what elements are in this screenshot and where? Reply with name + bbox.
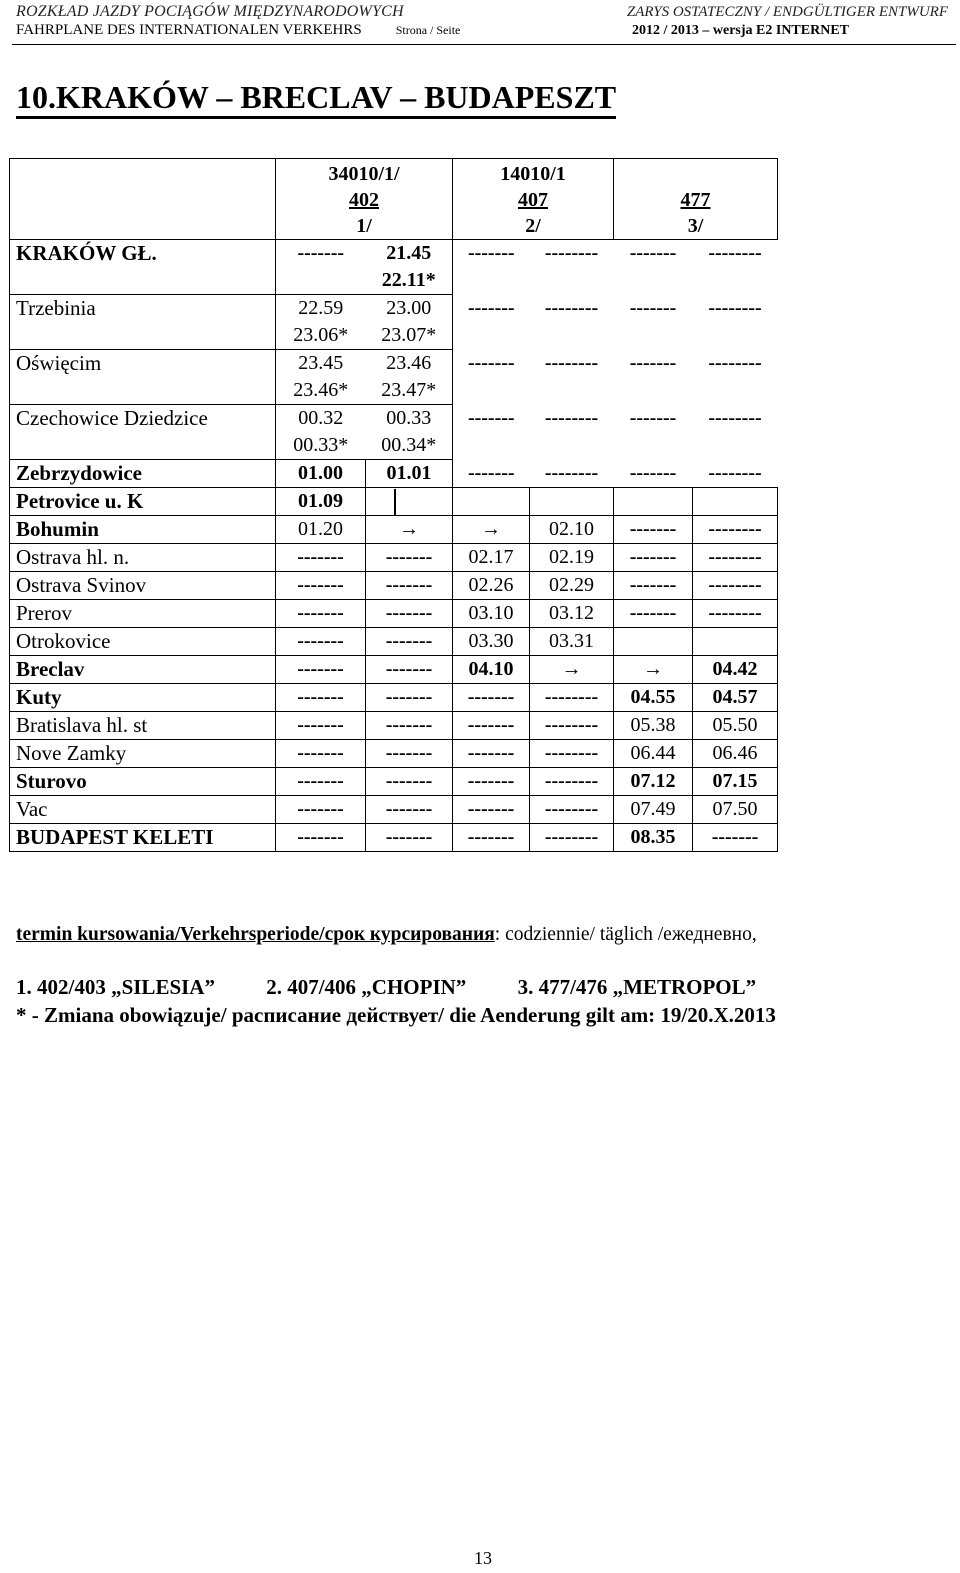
time-value: 03.12 — [549, 602, 594, 625]
time-value: ------- — [385, 630, 433, 653]
time-value: 04.57 — [712, 686, 758, 709]
running-period-label: termin kursowania/Verkehrsperiode/срок курсирования — [16, 924, 495, 945]
time-cell — [614, 628, 693, 656]
time-value: 07.15 — [712, 770, 758, 793]
time-value: ------- — [385, 798, 433, 821]
time-cell — [693, 350, 778, 405]
table-row — [10, 460, 778, 488]
time-value: ------- — [629, 574, 677, 597]
time-cell — [530, 240, 614, 295]
header-title-de — [16, 22, 460, 39]
time-value: -------- — [708, 518, 762, 541]
time-cell — [693, 488, 778, 516]
station-name: Breclav — [10, 656, 276, 684]
time-cell — [614, 684, 693, 712]
through-line-marker — [394, 489, 396, 515]
train-2-note: 2/ — [525, 215, 541, 237]
time-value: ------- — [297, 602, 344, 625]
time-cell — [693, 824, 778, 852]
time-cell — [530, 684, 614, 712]
train-2-number: 14010/1 — [500, 163, 566, 185]
time-cell — [276, 544, 366, 572]
time-cell — [366, 516, 453, 544]
time-value: -------- — [544, 798, 599, 821]
train-column-3 — [614, 159, 778, 240]
time-cell — [453, 572, 530, 600]
time-value: ------- — [385, 714, 433, 737]
time-value: 05.50 — [712, 714, 758, 737]
time-value: -------- — [708, 602, 762, 625]
time-cell — [453, 656, 530, 684]
time-value: ------- — [467, 742, 515, 765]
time-value: ------- — [385, 826, 433, 849]
time-cell — [366, 684, 453, 712]
table-row — [10, 488, 778, 516]
time-value: → — [643, 658, 663, 681]
station-name: Zebrzydowice — [10, 460, 276, 488]
time-value: -------- — [708, 242, 762, 264]
time-value: 04.42 — [712, 658, 758, 681]
table-row — [10, 656, 778, 684]
time-cell — [276, 405, 366, 460]
time-value: ------- — [467, 351, 515, 374]
station-name: Nove Zamky — [10, 740, 276, 768]
time-cell — [276, 240, 366, 295]
time-cell — [530, 405, 614, 460]
time-cell — [614, 516, 693, 544]
time-cell — [693, 460, 778, 488]
time-value: ------- — [629, 406, 677, 429]
time-cell — [693, 740, 778, 768]
time-cell — [276, 684, 366, 712]
table-row — [10, 824, 778, 852]
time-cell — [366, 740, 453, 768]
station-name: Sturovo — [10, 768, 276, 796]
time-cell — [276, 488, 366, 516]
time-cell — [693, 656, 778, 684]
time-value: 01.00 — [298, 462, 343, 484]
table-row — [10, 712, 778, 740]
station-name: Bratislava hl. st — [10, 712, 276, 740]
time-cell — [453, 405, 530, 460]
train-3-code: 477 — [680, 189, 711, 211]
time-value: ------- — [629, 546, 677, 569]
legend-item-2: 2. 407/406 „CHOPIN” — [266, 975, 467, 999]
time-cell — [614, 712, 693, 740]
time-value: ------- — [467, 714, 515, 737]
time-value: ------- — [711, 826, 759, 849]
table-row — [10, 628, 778, 656]
time-cell — [366, 572, 453, 600]
time-value-changed: 22.11* — [381, 269, 436, 291]
time-value: ------- — [297, 714, 344, 737]
time-cell — [614, 824, 693, 852]
time-cell — [693, 768, 778, 796]
time-value: ------- — [467, 296, 515, 319]
station-name: Oświęcim — [10, 350, 276, 405]
time-value-changed: 00.34* — [381, 434, 437, 456]
time-value: 06.44 — [630, 742, 676, 765]
time-cell — [453, 796, 530, 824]
time-value: -------- — [708, 351, 762, 374]
time-cell — [614, 656, 693, 684]
time-value: -------- — [544, 826, 599, 849]
time-cell — [276, 460, 366, 488]
header-title-pl: ROZKŁAD JAZDY POCIĄGÓW MIĘDZYNARODOWYCH — [16, 3, 404, 20]
time-cell — [614, 768, 693, 796]
legend-item-1: 1. 402/403 „SILESIA” — [16, 975, 215, 999]
legend-item-3: 3. 477/476 „METROPOL” — [517, 975, 757, 999]
train-column-2 — [453, 159, 614, 240]
time-cell — [366, 796, 453, 824]
timetable-header-row — [10, 159, 778, 240]
station-name: Kuty — [10, 684, 276, 712]
time-cell — [693, 684, 778, 712]
time-value: 04.10 — [468, 658, 514, 681]
change-note: * - Zmiana obowiązuje/ расписание действует/ die Aenderung gilt am: 19/20.X.2013 — [16, 1003, 776, 1027]
time-value: 23.45 — [298, 352, 344, 374]
time-value: ------- — [297, 770, 344, 793]
time-cell — [276, 712, 366, 740]
time-cell — [453, 740, 530, 768]
time-cell — [453, 240, 530, 295]
time-cell — [693, 516, 778, 544]
train-legend — [16, 975, 802, 1000]
running-period — [16, 924, 757, 946]
time-cell — [366, 295, 453, 350]
table-row — [10, 796, 778, 824]
time-value: 08.35 — [630, 826, 676, 849]
time-value: -------- — [544, 742, 599, 765]
time-cell — [453, 628, 530, 656]
time-value: ------- — [385, 686, 433, 709]
time-value: -------- — [544, 770, 599, 793]
page-number: 13 — [474, 1548, 492, 1568]
table-row — [10, 516, 778, 544]
time-cell — [693, 544, 778, 572]
running-period-value: : codziennie/ täglich /ежедневно, — [494, 924, 757, 945]
train-1-number: 34010/1/ — [328, 163, 400, 185]
time-cell — [453, 600, 530, 628]
time-cell — [276, 740, 366, 768]
time-cell — [530, 295, 614, 350]
timetable — [9, 158, 778, 852]
time-cell — [614, 796, 693, 824]
table-row — [10, 768, 778, 796]
table-row — [10, 544, 778, 572]
time-cell — [366, 824, 453, 852]
time-value: ------- — [467, 770, 515, 793]
time-value: -------- — [708, 461, 762, 484]
time-value: ------- — [297, 658, 344, 681]
time-value: ------- — [629, 461, 677, 484]
time-cell — [366, 768, 453, 796]
time-cell — [530, 572, 614, 600]
station-name: Trzebinia — [10, 295, 276, 350]
time-value: 03.10 — [468, 602, 514, 625]
time-value: -------- — [708, 406, 762, 429]
time-cell — [693, 600, 778, 628]
time-cell — [530, 712, 614, 740]
time-value: -------- — [544, 406, 599, 429]
time-cell — [693, 712, 778, 740]
train-2-code: 407 — [518, 189, 548, 211]
time-cell — [366, 488, 453, 516]
time-value: ------- — [467, 461, 515, 484]
time-cell — [276, 768, 366, 796]
time-value-changed: 00.33* — [293, 434, 349, 456]
time-cell — [453, 712, 530, 740]
station-name: Prerov — [10, 600, 276, 628]
time-cell — [614, 544, 693, 572]
time-cell — [453, 295, 530, 350]
time-cell — [366, 712, 453, 740]
time-value: 01.20 — [298, 518, 343, 541]
time-cell — [276, 350, 366, 405]
time-value: 00.33 — [386, 407, 432, 429]
time-cell — [530, 628, 614, 656]
time-cell — [453, 824, 530, 852]
time-cell — [453, 544, 530, 572]
time-value: ------- — [297, 826, 344, 849]
time-cell — [693, 628, 778, 656]
time-cell — [276, 572, 366, 600]
time-cell — [530, 516, 614, 544]
time-value: ------- — [629, 296, 677, 319]
time-value: ------- — [467, 686, 515, 709]
time-cell — [276, 295, 366, 350]
time-cell — [614, 488, 693, 516]
time-value: 02.10 — [549, 518, 594, 541]
time-value: ------- — [467, 242, 515, 264]
station-name: Vac — [10, 796, 276, 824]
time-cell — [614, 572, 693, 600]
table-row — [10, 600, 778, 628]
time-value: → — [561, 658, 582, 681]
time-cell — [530, 656, 614, 684]
station-name: Otrokovice — [10, 628, 276, 656]
time-value: -------- — [544, 351, 599, 374]
time-value: -------- — [544, 686, 599, 709]
train-1-note: 1/ — [356, 215, 372, 237]
time-value: → — [481, 518, 501, 541]
time-cell — [614, 295, 693, 350]
time-value: 22.59 — [298, 297, 344, 319]
time-cell — [693, 796, 778, 824]
time-cell — [366, 405, 453, 460]
header-title-de-text: FAHRPLANE DES INTERNATIONALEN VERKEHRS — [16, 22, 362, 38]
time-value: -------- — [708, 296, 762, 319]
train-3-note: 3/ — [687, 215, 704, 237]
time-value: ------- — [629, 518, 677, 541]
time-value: ------- — [297, 686, 344, 709]
time-value: 21.45 — [386, 242, 432, 264]
time-value: -------- — [544, 242, 599, 264]
time-cell — [366, 656, 453, 684]
time-cell — [530, 824, 614, 852]
time-cell — [693, 240, 778, 295]
time-cell — [366, 600, 453, 628]
time-value: 00.32 — [298, 407, 344, 429]
time-value: 05.38 — [630, 714, 676, 737]
time-cell — [366, 350, 453, 405]
time-value: → — [399, 518, 419, 541]
time-cell — [366, 240, 453, 295]
time-value: 02.26 — [468, 574, 514, 597]
time-value: 02.17 — [468, 546, 514, 569]
time-cell — [693, 405, 778, 460]
station-name: BUDAPEST KELETI — [10, 824, 276, 852]
station-name: Petrovice u. K — [10, 488, 276, 516]
time-cell — [530, 768, 614, 796]
page-title: 10.KRAKÓW – BRECLAV – BUDAPESZT — [16, 78, 616, 119]
time-value-changed: 23.47* — [381, 379, 437, 401]
time-cell — [530, 600, 614, 628]
time-cell — [453, 516, 530, 544]
time-value: ------- — [629, 602, 677, 625]
time-cell — [276, 600, 366, 628]
time-value: ------- — [629, 242, 677, 264]
time-value: ------- — [297, 798, 344, 821]
time-value: -------- — [544, 296, 599, 319]
time-value: ------- — [297, 742, 344, 765]
table-row — [10, 240, 778, 295]
time-value: 03.30 — [468, 630, 514, 653]
time-value: 02.19 — [549, 546, 594, 569]
station-name: KRAKÓW GŁ. — [10, 240, 276, 295]
page-label: Strona / Seite — [395, 23, 461, 37]
time-cell — [614, 240, 693, 295]
time-cell — [614, 405, 693, 460]
time-cell — [693, 295, 778, 350]
time-cell — [530, 544, 614, 572]
train-1-code: 402 — [349, 189, 379, 211]
time-cell — [366, 628, 453, 656]
station-name: Bohumin — [10, 516, 276, 544]
time-value: 01.01 — [386, 462, 432, 484]
time-value: 02.29 — [549, 574, 594, 597]
time-value-changed: 23.06* — [293, 324, 349, 346]
table-row — [10, 350, 778, 405]
time-value-changed: 23.46* — [293, 379, 349, 401]
time-value: ------- — [297, 546, 344, 569]
time-value: ------- — [385, 602, 433, 625]
table-row — [10, 684, 778, 712]
time-value: -------- — [544, 714, 599, 737]
time-value: 06.46 — [712, 742, 758, 765]
time-value: ------- — [297, 574, 344, 597]
time-cell — [614, 460, 693, 488]
time-value: ------- — [385, 546, 433, 569]
time-cell — [276, 628, 366, 656]
time-cell — [453, 684, 530, 712]
time-cell — [614, 350, 693, 405]
time-value: 03.31 — [549, 630, 594, 653]
time-cell — [530, 350, 614, 405]
time-cell — [614, 600, 693, 628]
header-version: 2012 / 2013 – wersja E2 INTERNET — [632, 23, 850, 38]
time-value: ------- — [385, 574, 433, 597]
table-row — [10, 740, 778, 768]
time-cell — [276, 824, 366, 852]
header-divider — [12, 44, 956, 45]
time-value: 23.46 — [386, 352, 432, 374]
time-value: 23.00 — [386, 297, 432, 319]
table-row — [10, 295, 778, 350]
time-value: 04.55 — [630, 686, 676, 709]
time-value: -------- — [544, 461, 599, 484]
time-cell — [276, 516, 366, 544]
time-value: 07.12 — [630, 770, 676, 793]
time-value: 07.49 — [630, 798, 676, 821]
table-row — [10, 405, 778, 460]
time-value: 01.09 — [298, 490, 343, 512]
time-value: ------- — [629, 351, 677, 374]
time-value: 07.50 — [712, 798, 758, 821]
time-cell — [453, 488, 530, 516]
page-header — [0, 0, 960, 48]
time-cell — [530, 740, 614, 768]
time-value: -------- — [708, 546, 762, 569]
train-column-1 — [276, 159, 453, 240]
time-cell — [453, 460, 530, 488]
time-value: ------- — [297, 630, 344, 653]
time-value: ------- — [385, 658, 433, 681]
time-value: ------- — [385, 770, 433, 793]
time-cell — [693, 572, 778, 600]
station-name: Czechowice Dziedzice — [10, 405, 276, 460]
time-value-changed: 23.07* — [381, 324, 437, 346]
station-name: Ostrava hl. n. — [10, 544, 276, 572]
time-cell — [366, 544, 453, 572]
time-value: ------- — [467, 826, 515, 849]
time-cell — [276, 796, 366, 824]
time-cell — [614, 740, 693, 768]
station-name: Ostrava Svinov — [10, 572, 276, 600]
time-value: ------- — [297, 242, 345, 264]
time-value: ------- — [467, 798, 515, 821]
table-row — [10, 572, 778, 600]
time-cell — [530, 460, 614, 488]
header-empty-cell — [10, 159, 276, 240]
header-draft-label: ZARYS OSTATECZNY / ENDGÜLTIGER ENTWURF — [626, 4, 948, 20]
time-cell — [530, 796, 614, 824]
time-cell — [453, 350, 530, 405]
time-cell — [276, 656, 366, 684]
time-value: ------- — [385, 742, 433, 765]
time-value: -------- — [708, 574, 762, 597]
time-value: ------- — [467, 406, 515, 429]
time-cell — [366, 460, 453, 488]
time-cell — [453, 768, 530, 796]
time-cell — [530, 488, 614, 516]
